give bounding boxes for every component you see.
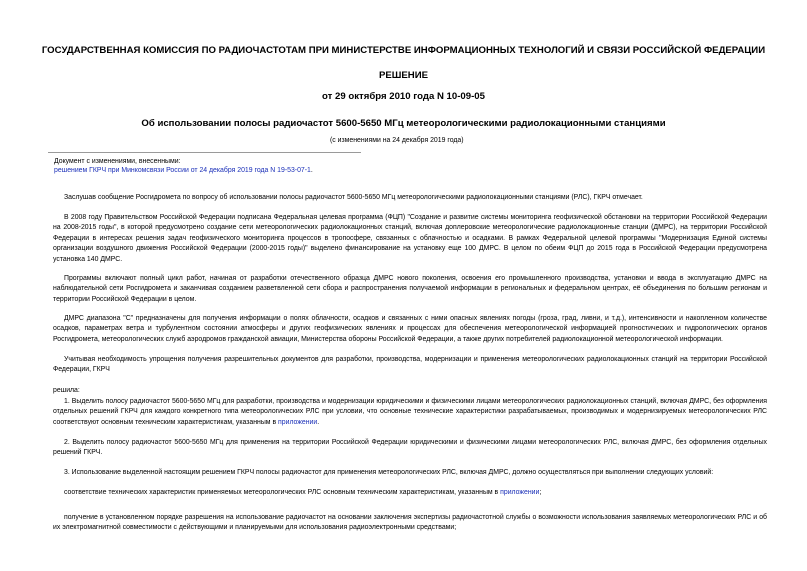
amendment-link[interactable]: решением ГКРЧ при Минкомсвязи России от 24 декабря 2019 года N 19-53-07-1 [54, 167, 311, 174]
condition-end: ; [539, 489, 542, 496]
paragraph-work-cycle [53, 274, 767, 305]
document-date: от 29 октября 2010 года N 10-09-05 [322, 91, 485, 102]
amendment-link-suffix: . [310, 167, 313, 174]
decision-item-1 [53, 397, 767, 428]
item-text: 3. Использование выделенной настоящим решением ГКРЧ полосы радиочастот для применения метеорологических РЛС, включая ДМРС, должно осуществляться при выполнении следующих условий: [64, 469, 714, 476]
document-type: РЕШЕНИЕ [378, 70, 429, 81]
issuing-organization: ГОСУДАРСТВЕННАЯ КОМИССИЯ ПО РАДИОЧАСТОТАМ ПРИ МИНИСТЕРСТВЕ ИНФОРМАЦИОННЫХ ТЕХНОЛОГИЙ И СВЯЗИ РОССИЙСКОЙ ФЕДЕРАЦИИ [41, 45, 766, 56]
condition-1 [53, 488, 767, 498]
appendix-link[interactable]: приложении [278, 418, 318, 426]
paragraph-text: Программы включают полный цикл работ, начиная от разработки отечественного образца ДМРС нового поколения, освоения его промышленного производства, установки и ввода в эксплуатацию ДМРС на наблюдательной сети Росгидромета и заканчивая созданием разветвленной сети сбора и распространения получаемой информации в региональных и федеральном центрах, её объединения по большим регионам и территории Российской Федерации в целом. [53, 275, 767, 303]
paragraph-program [53, 213, 767, 265]
amendments-label: Документ с изменениями, внесенными: [54, 158, 181, 165]
paragraph-text: Учитывая необходимость упрощения получения разрешительных документов для разработки, производства, модернизации и применения метеорологических радиолокационных станций на территории Российской Федерации, ГКРЧ [53, 356, 767, 374]
resolved-heading: решила: [53, 387, 80, 394]
condition-text: соответствие технических характеристик применяемых метеорологических РЛС основным техническим характеристикам, указанным в [64, 489, 499, 496]
paragraph-dmrs-purpose [53, 314, 767, 345]
paragraph-text: Заслушав сообщение Росгидромета по вопросу об использовании полосы радиочастот 5600-5650 МГц метеорологическими радиолокационными станциями (РЛС), ГКРЧ отмечает. [64, 194, 643, 201]
appendix-link[interactable]: приложении [500, 489, 540, 496]
amendments-note [54, 157, 474, 175]
item-text: 2. Выделить полосу радиочастот 5600-5650 МГц для применения на территории Российской Федерации юридическими и физическими лицами метеорологических РЛС, включая ДМРС, без оформления отдельных решений ГКРЧ. [53, 439, 767, 457]
decision-item-3 [53, 468, 767, 478]
condition-2 [53, 513, 767, 534]
decision-item-2 [53, 438, 767, 459]
paragraph-considering [53, 355, 767, 376]
changes-note: (с изменениями на 24 декабря 2019 года) [330, 137, 464, 144]
paragraph-text: В 2008 году Правительством Российской Федерации подписана Федеральная целевая программа (ФЦП) "Создание и развитие системы мониторинга геофизической обстановки на территории Российской Федерации на 2008-2015 годы", в которой предусмотрено создание сети метеорологических радиолокационных станций, включая доплеровские метеорологические радиолокационные станции (ДМРС), на территории Российской Федерации в интересах решения задач геофизического мониторинга процессов в тропосфере, связанных с облачностью и осадками. В рамках Федеральной целевой программы "Модернизация Единой системы организации воздушного движения Российской Федерации (2000-2015 годы)" выделено финансирование на установку еще 100 ДМРС. В целом по обеим ФЦП до 2015 года в Российской Федерации предусмотрена установка 140 ДМРС. [53, 214, 767, 263]
item-end: . [317, 418, 320, 426]
paragraph-text: ДМРС диапазона "С" предназначены для получения информации о полях облачности, осадков и связанных с ними опасных явлениях погоды (гроза, град, ливни, и т.д.), интенсивности и накопленном количестве осадков, параметрах ветра и турбулентном состоянии атмосферы и других геофизических явлениях и процессах для обеспечения метеорологической информацией прогностических и гидрологических органов Росгидромета, метеорологических служб аэродромов гражданской авиации, Министерства обороны Российской Федерации, а также других потребителей радиолокационной метеорологической информации. [53, 315, 767, 343]
paragraph-intro [53, 193, 767, 203]
document-title: Об использовании полосы радиочастот 5600-5650 МГц метеорологическими радиолокационными станциями [141, 118, 666, 129]
condition-text: получение в установленном порядке разрешения на использование радиочастот на основании заключения экспертизы радиочастотной службы о возможности использования заявляемых метеорологических РЛС и об их электромагнитной совместимости с действующими и планируемыми для использования радиоэлектронными средствами; [53, 514, 767, 532]
divider [48, 152, 361, 153]
item-text: 1. Выделить полосу радиочастот 5600-5650 МГц для разработки, производства и модернизации юридическими и физическими лицами метеорологических радиолокационных станций, включая ДМРС, без оформления отдельных решений ГКРЧ для каждого конкретного типа метеорологических РЛС при условии, что основные технические характеристики разрабатываемых, производимых и модернизируемых метеорологических РЛС соответствуют основным техническим характеристикам, указанным в [53, 398, 767, 426]
